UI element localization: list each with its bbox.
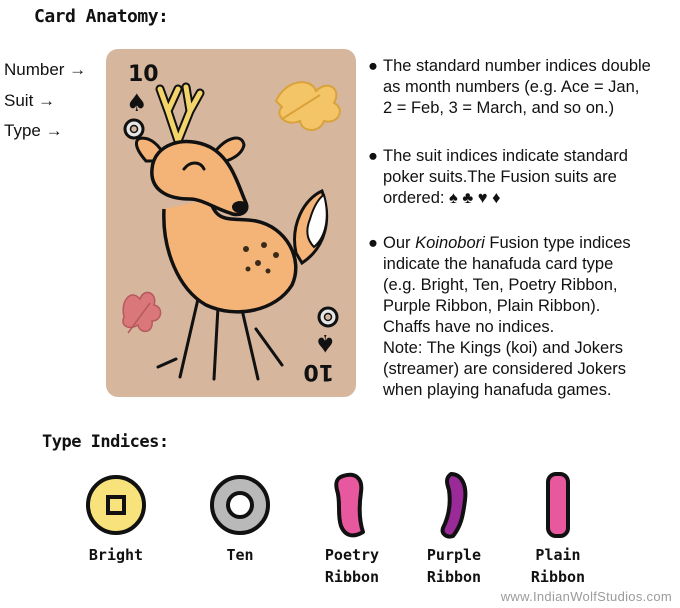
suit-label: Suit → bbox=[4, 91, 56, 110]
note-line: The suit indices indicate standard bbox=[383, 147, 628, 165]
type-bright bbox=[66, 470, 166, 566]
type-ten bbox=[190, 470, 290, 566]
type-label: Bright bbox=[88, 546, 144, 564]
suit-index-note bbox=[368, 146, 668, 209]
bright-coin-icon bbox=[81, 470, 151, 540]
note-line: Chaffs have no indices. bbox=[383, 318, 555, 336]
spade-suit-icon: ♠ bbox=[314, 329, 336, 357]
number-index-note bbox=[368, 56, 668, 119]
type-label: Ribbon bbox=[324, 568, 380, 586]
number-label: Number → bbox=[4, 60, 87, 79]
purple-ribbon-icon bbox=[419, 470, 489, 540]
type-label: Plain bbox=[535, 546, 581, 564]
note-line: Purple Ribbon, Plain Ribbon). bbox=[383, 297, 601, 315]
type-label: Ten bbox=[226, 546, 254, 564]
autumn-leaf-icon bbox=[276, 82, 340, 130]
note-line: 2 = Feb, 3 = March, and so on.) bbox=[383, 99, 615, 117]
note-line: The standard number indices double bbox=[383, 57, 651, 75]
red-leaf-icon bbox=[123, 292, 161, 331]
plain-ribbon-icon bbox=[523, 470, 593, 540]
note-line: ordered: ♠ ♣ ♥ ♦ bbox=[383, 189, 501, 207]
page-title: Card Anatomy: bbox=[34, 6, 169, 27]
type-indices-title: Type Indices: bbox=[42, 432, 169, 452]
type-purple-ribbon bbox=[404, 470, 504, 588]
type-poetry-ribbon bbox=[302, 470, 402, 588]
note-line: when playing hanafuda games. bbox=[383, 381, 612, 399]
type-label: Ribbon bbox=[530, 568, 586, 586]
card-number-top: 10 bbox=[128, 62, 159, 87]
koinobori-term: Koinobori bbox=[415, 234, 485, 252]
spade-suit-icon: ♠ bbox=[126, 89, 148, 117]
note-line: (streamer) are considered Jokers bbox=[383, 360, 627, 378]
type-plain-ribbon bbox=[508, 470, 608, 588]
note-line: poker suits.The Fusion suits are bbox=[383, 168, 617, 186]
note-line: Note: The Kings (koi) and Jokers bbox=[383, 339, 623, 357]
bullet-marker: ● bbox=[368, 234, 378, 252]
type-label: Ribbon bbox=[426, 568, 482, 586]
type-label: Purple bbox=[426, 546, 482, 564]
bullet-marker: ● bbox=[368, 147, 378, 165]
type-label: Poetry bbox=[324, 546, 380, 564]
note-line: (e.g. Bright, Ten, Poetry Ribbon, bbox=[383, 276, 618, 294]
card-number-bottom: 10 bbox=[303, 359, 334, 384]
type-label: Type → bbox=[4, 121, 63, 140]
deer-illustration bbox=[106, 49, 356, 397]
note-line: Our Koinobori Fusion type indices bbox=[383, 234, 631, 252]
bullet-marker: ● bbox=[368, 57, 378, 75]
poetry-ribbon-icon bbox=[317, 470, 387, 540]
note-line: as month numbers (e.g. Ace = Jan, bbox=[383, 78, 640, 96]
example-card bbox=[106, 49, 356, 397]
note-line: indicate the hanafuda card type bbox=[383, 255, 614, 273]
ten-ring-icon bbox=[205, 470, 275, 540]
watermark-url: www.IndianWolfStudios.com bbox=[500, 589, 672, 604]
type-index-note bbox=[368, 233, 668, 401]
